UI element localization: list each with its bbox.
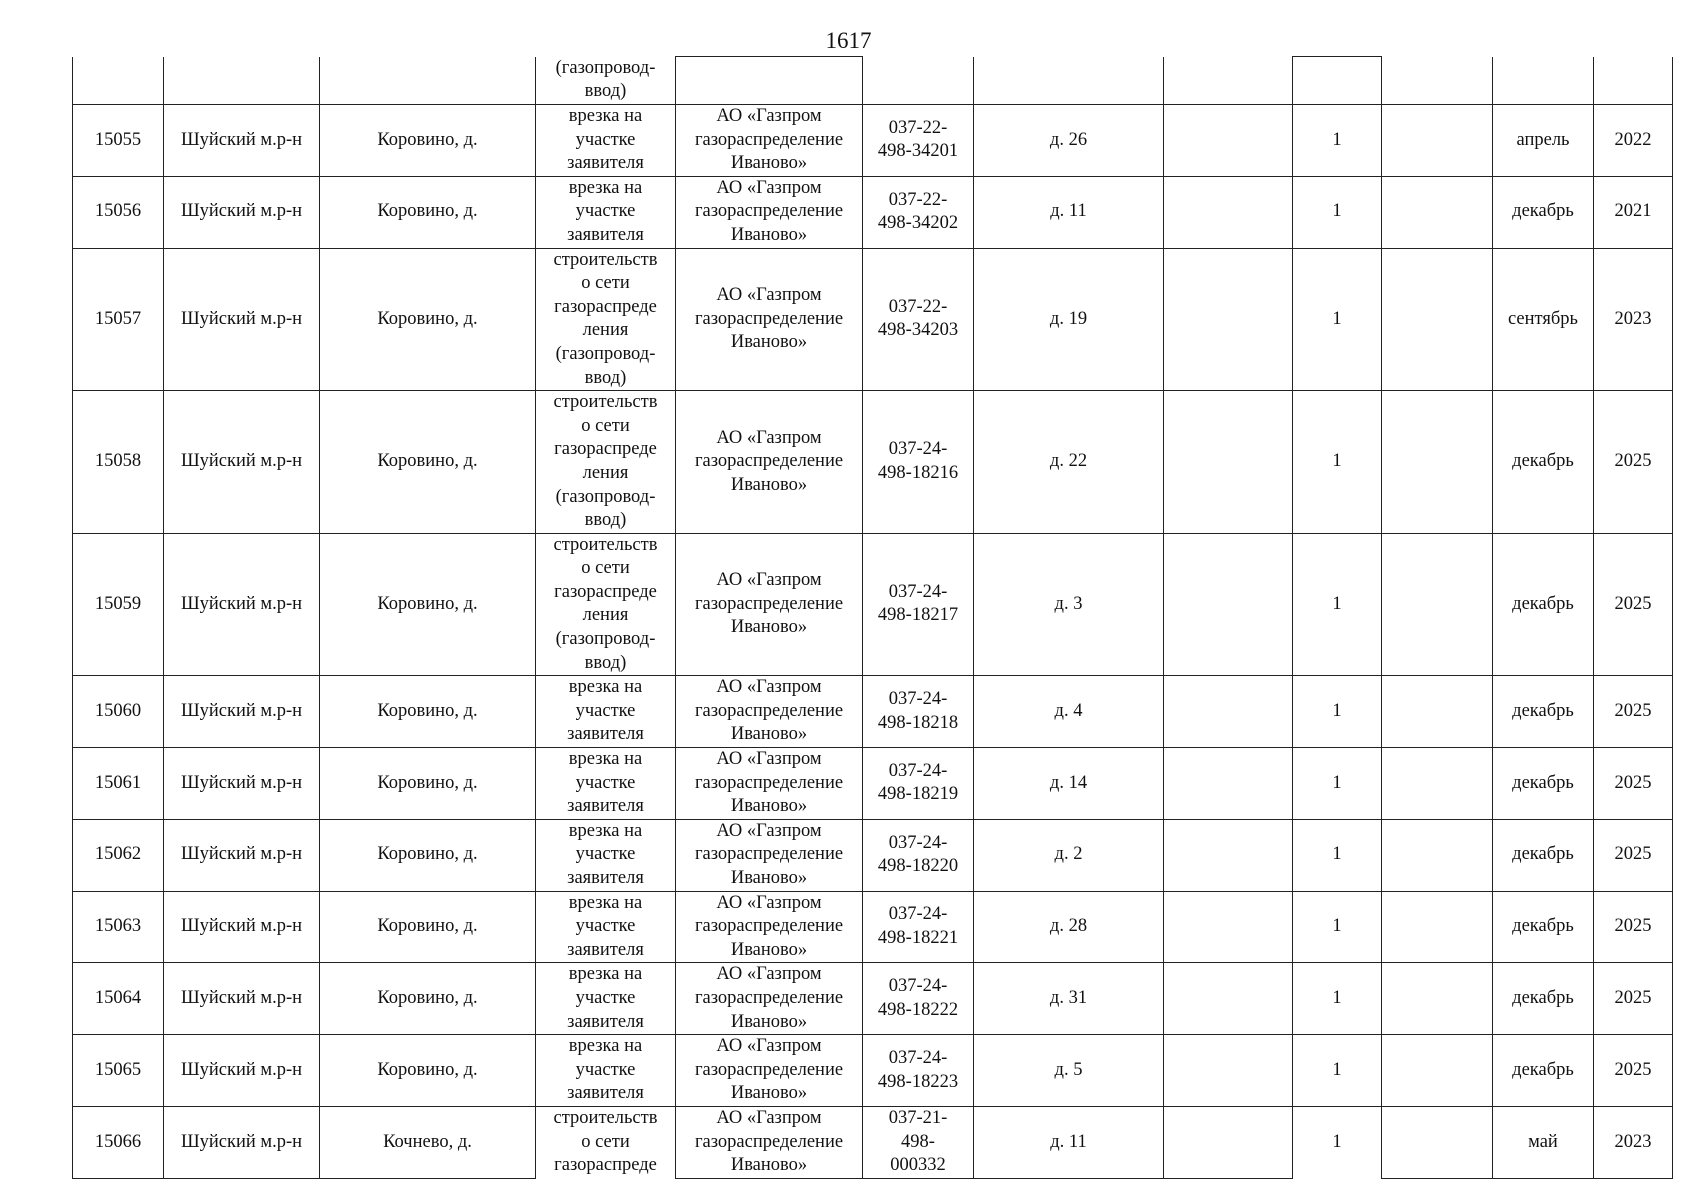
cell-year: 2023 [1594,248,1673,391]
cell-month: май [1493,1106,1594,1178]
cell-col10 [1382,105,1493,177]
cell-col8 [1164,533,1293,676]
cell-id: 15066 [73,1106,164,1178]
cell-district: Шуйский м.р-н [164,963,320,1035]
cell-year: 2025 [1594,891,1673,963]
cell-locality: Коровино, д. [320,176,536,248]
cell-year: 2021 [1594,176,1673,248]
cell-count: 1 [1293,891,1382,963]
cell-contract: 037-24- 498-18217 [863,533,974,676]
cell-district: Шуйский м.р-н [164,748,320,820]
cell-work-type: врезка на участке заявителя [536,105,676,177]
cell-address: д. 22 [974,391,1164,534]
cell-col10 [1382,248,1493,391]
cell-locality: Коровино, д. [320,819,536,891]
cell-year: 2023 [1594,1106,1673,1178]
cell-year: 2025 [1594,391,1673,534]
cell-month: декабрь [1493,676,1594,748]
cell-contract: 037-22- 498-34201 [863,105,974,177]
cell-count: 1 [1293,1106,1382,1178]
cell-year: 2025 [1594,533,1673,676]
cell-count: 1 [1293,105,1382,177]
cell-locality: Коровино, д. [320,105,536,177]
cell-col8 [1164,748,1293,820]
cell-org: АО «Газпром газораспределение Иваново» [676,819,863,891]
table-row [73,248,1673,391]
cell-col8 [1164,963,1293,1035]
cell-work-type: (газопровод- ввод) [536,57,676,105]
cell-year: 2025 [1594,748,1673,820]
cell-col10 [1382,819,1493,891]
cell-work-type: строительств о сети газораспреде ления (газопровод- ввод) [536,248,676,391]
table-row [73,105,1673,177]
cell-month: сентябрь [1493,248,1594,391]
table-row [73,176,1673,248]
cell-locality: Коровино, д. [320,891,536,963]
cell-org [676,57,863,105]
cell-address [974,57,1164,105]
cell-org: АО «Газпром газораспределение Иваново» [676,391,863,534]
cell-district: Шуйский м.р-н [164,819,320,891]
cell-address: д. 3 [974,533,1164,676]
cell-locality: Коровино, д. [320,676,536,748]
cell-org: АО «Газпром газораспределение Иваново» [676,105,863,177]
cell-contract: 037-22- 498-34202 [863,176,974,248]
cell-work-type: врезка на участке заявителя [536,819,676,891]
cell-id: 15055 [73,105,164,177]
continuation-row [73,57,1673,105]
cell-count: 1 [1293,1035,1382,1107]
cell-address: д. 19 [974,248,1164,391]
cell-district: Шуйский м.р-н [164,1106,320,1178]
cell-id: 15062 [73,819,164,891]
page-number: 1617 [825,28,872,53]
cell-address: д. 11 [974,176,1164,248]
cell-contract: 037-24- 498-18220 [863,819,974,891]
cell-contract: 037-21- 498- 000332 [863,1106,974,1178]
cell-col10 [1382,891,1493,963]
cell-work-type: врезка на участке заявителя [536,963,676,1035]
cell-address: д. 2 [974,819,1164,891]
cell-col8 [1164,105,1293,177]
cell-month: декабрь [1493,891,1594,963]
cell-count [1293,57,1382,105]
cell-year: 2025 [1594,1035,1673,1107]
cell-count: 1 [1293,676,1382,748]
cell-work-type: строительств о сети газораспреде ления (газопровод- ввод) [536,391,676,534]
cell-col10 [1382,176,1493,248]
cell-id: 15060 [73,676,164,748]
table-row [73,963,1673,1035]
cell-contract [863,57,974,105]
cell-month: декабрь [1493,1035,1594,1107]
cell-org: АО «Газпром газораспределение Иваново» [676,1106,863,1178]
cell-col8 [1164,57,1293,105]
cell-address: д. 28 [974,891,1164,963]
cell-district: Шуйский м.р-н [164,248,320,391]
cell-contract: 037-24- 498-18216 [863,391,974,534]
table-row [73,676,1673,748]
cell-count: 1 [1293,176,1382,248]
cell-col8 [1164,819,1293,891]
cell-locality: Коровино, д. [320,391,536,534]
cell-contract: 037-24- 498-18222 [863,963,974,1035]
cell-id: 15065 [73,1035,164,1107]
cell-col8 [1164,1035,1293,1107]
cell-org: АО «Газпром газораспределение Иваново» [676,248,863,391]
cell-org: АО «Газпром газораспределение Иваново» [676,1035,863,1107]
table-row [73,1106,1673,1178]
cell-address: д. 4 [974,676,1164,748]
cell-month: декабрь [1493,391,1594,534]
cell-locality: Коровино, д. [320,748,536,820]
cell-org: АО «Газпром газораспределение Иваново» [676,963,863,1035]
cell-count: 1 [1293,748,1382,820]
cell-count: 1 [1293,391,1382,534]
cell-locality: Кочнево, д. [320,1106,536,1178]
cell-col10 [1382,963,1493,1035]
table-row [73,891,1673,963]
cell-address: д. 11 [974,1106,1164,1178]
cell-month: декабрь [1493,748,1594,820]
cell-work-type: врезка на участке заявителя [536,891,676,963]
cell-id: 15063 [73,891,164,963]
table-row [73,533,1673,676]
cell-address: д. 14 [974,748,1164,820]
cell-col8 [1164,176,1293,248]
cell-district: Шуйский м.р-н [164,891,320,963]
cell-month: декабрь [1493,176,1594,248]
cell-col8 [1164,891,1293,963]
cell-locality: Коровино, д. [320,963,536,1035]
cell-year: 2025 [1594,676,1673,748]
cell-id: 15061 [73,748,164,820]
cell-year: 2022 [1594,105,1673,177]
cell-address: д. 26 [974,105,1164,177]
cell-district: Шуйский м.р-н [164,676,320,748]
cell-count: 1 [1293,533,1382,676]
cell-district: Шуйский м.р-н [164,533,320,676]
cell-district: Шуйский м.р-н [164,1035,320,1107]
cell-org: АО «Газпром газораспределение Иваново» [676,176,863,248]
cell-id: 15058 [73,391,164,534]
cell-address: д. 31 [974,963,1164,1035]
cell-col8 [1164,391,1293,534]
cell-count: 1 [1293,248,1382,391]
cell-year: 2025 [1594,819,1673,891]
cell-col10 [1382,1106,1493,1178]
cell-contract: 037-24- 498-18223 [863,1035,974,1107]
cell-org: АО «Газпром газораспределение Иваново» [676,676,863,748]
cell-work-type: строительств о сети газораспреде ления (газопровод- ввод) [536,533,676,676]
cell-district [164,57,320,105]
cell-org: АО «Газпром газораспределение Иваново» [676,748,863,820]
cell-year: 2025 [1594,963,1673,1035]
cell-work-type: врезка на участке заявителя [536,1035,676,1107]
table-row [73,1035,1673,1107]
cell-contract: 037-22- 498-34203 [863,248,974,391]
cell-address: д. 5 [974,1035,1164,1107]
cell-locality: Коровино, д. [320,248,536,391]
cell-contract: 037-24- 498-18218 [863,676,974,748]
cell-month: декабрь [1493,819,1594,891]
cell-id [73,57,164,105]
cell-month: декабрь [1493,533,1594,676]
cell-col8 [1164,676,1293,748]
cell-locality: Коровино, д. [320,533,536,676]
cell-work-type: врезка на участке заявителя [536,676,676,748]
cell-work-type: врезка на участке заявителя [536,748,676,820]
cell-col10 [1382,1035,1493,1107]
cell-month: апрель [1493,105,1594,177]
cell-district: Шуйский м.р-н [164,176,320,248]
cell-org: АО «Газпром газораспределение Иваново» [676,533,863,676]
cell-col10 [1382,391,1493,534]
registry-table [72,56,1673,1179]
cell-locality: Коровино, д. [320,1035,536,1107]
cell-col10 [1382,533,1493,676]
cell-id: 15056 [73,176,164,248]
cell-col10 [1382,748,1493,820]
cell-work-type: строительств о сети газораспреде [536,1106,676,1178]
cell-district: Шуйский м.р-н [164,105,320,177]
cell-locality [320,57,536,105]
cell-col8 [1164,248,1293,391]
cell-org: АО «Газпром газораспределение Иваново» [676,891,863,963]
cell-id: 15057 [73,248,164,391]
cell-id: 15064 [73,963,164,1035]
cell-contract: 037-24- 498-18219 [863,748,974,820]
cell-month [1493,57,1594,105]
table-body [73,57,1673,1179]
cell-count: 1 [1293,819,1382,891]
cell-district: Шуйский м.р-н [164,391,320,534]
cell-work-type: врезка на участке заявителя [536,176,676,248]
cell-contract: 037-24- 498-18221 [863,891,974,963]
cell-year [1594,57,1673,105]
cell-col8 [1164,1106,1293,1178]
table-row [73,819,1673,891]
cell-col10 [1382,57,1493,105]
cell-count: 1 [1293,963,1382,1035]
cell-month: декабрь [1493,963,1594,1035]
table-row [73,748,1673,820]
cell-id: 15059 [73,533,164,676]
cell-col10 [1382,676,1493,748]
table-row [73,391,1673,534]
